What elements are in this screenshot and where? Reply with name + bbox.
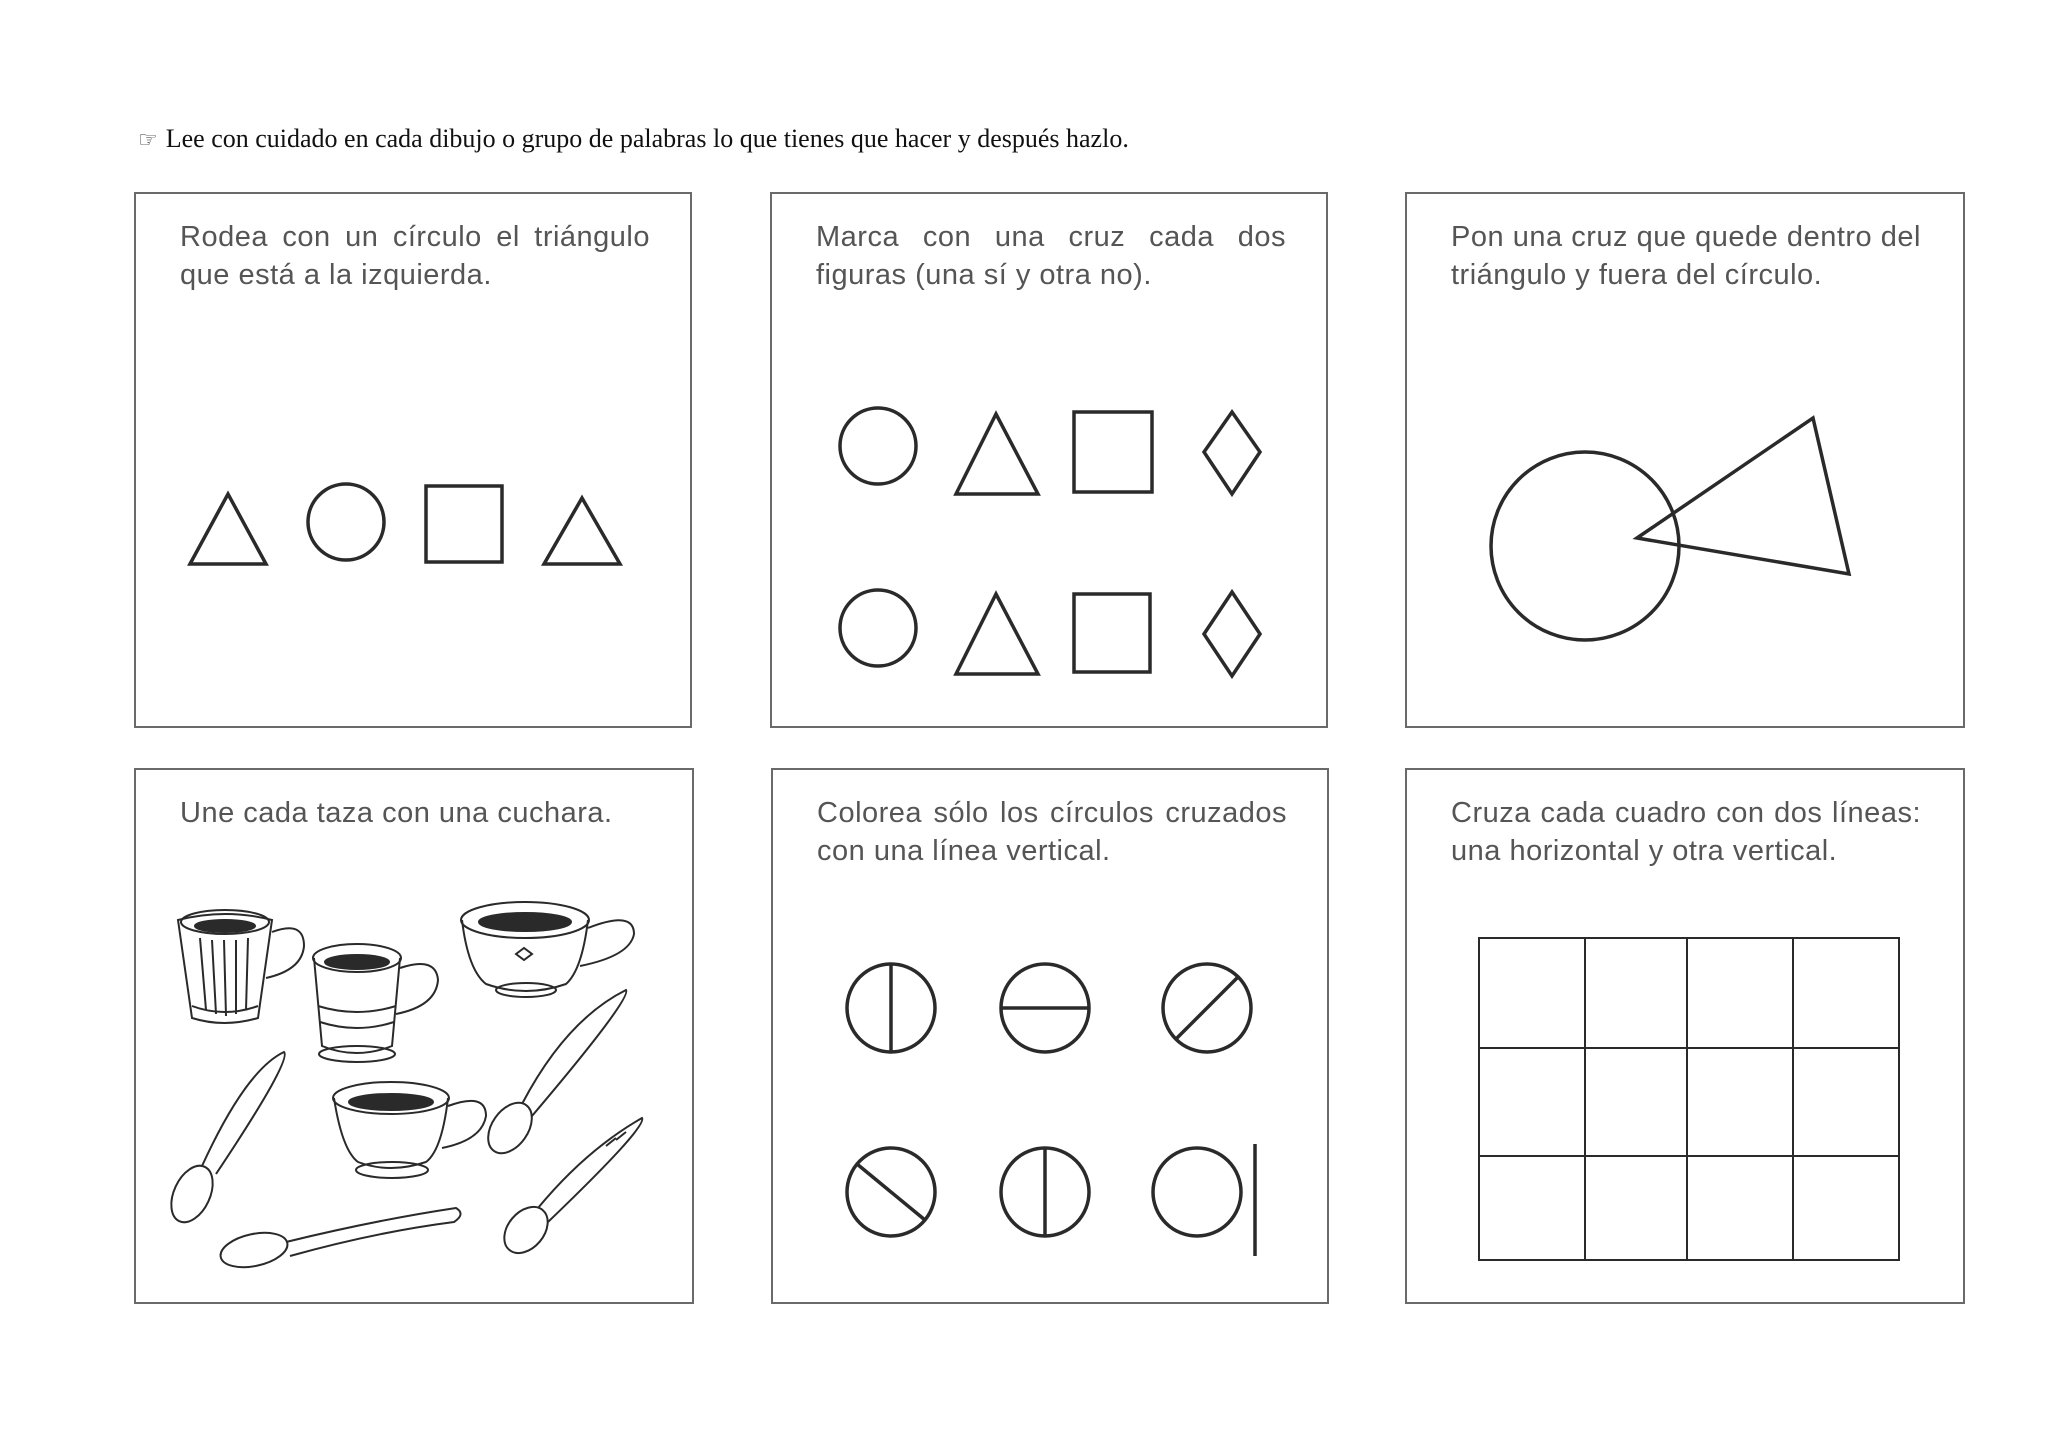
pointing-hand-icon: ☞ [138,128,158,153]
figures-row-top [840,408,1260,494]
figures-row-bottom [840,590,1260,676]
cup-1 [178,910,304,1023]
circle-vertical-2 [1001,1148,1089,1236]
square-bottom [1074,594,1150,672]
exercise-2-text: Marca con una cruz cada dos figuras (una sí y otra no). [816,221,1286,291]
circle-vertical-1 [847,964,935,1052]
circle-bottom [840,590,916,666]
exercise-panel-3 [1405,192,1965,728]
exercise-3-text: Pon una cruz que quede dentro del triángulo y fuera del círculo. [1451,221,1921,291]
circle-tangent [1153,1144,1255,1256]
circle-top [840,408,916,484]
exercise-5-text: Colorea sólo los círculos cruzados con una línea vertical. [817,797,1287,867]
instruction-text: Lee con cuidado en cada dibujo o grupo de palabras lo que tienes que hacer y después hazlo. [165,124,1129,153]
diamond-bottom [1204,592,1260,676]
cups-and-spoons [136,770,696,1306]
spoon-2 [217,1208,460,1273]
exercise-panel-2 [770,192,1328,728]
instruction-line [138,124,1938,154]
cup-4 [333,1082,486,1178]
shapes-row [136,194,694,730]
square-shape [426,486,502,562]
circle-triangle-figure [1407,194,1967,730]
triangle-bottom [956,594,1038,674]
exercise-panel-1 [134,192,692,728]
circle-horizontal [1001,964,1089,1052]
grid-figure [1407,770,1967,1306]
exercise-panel-4 [134,768,694,1304]
spoon-4 [495,1118,642,1261]
overlap-triangle [1637,418,1849,574]
big-circle [1491,452,1679,640]
grid-outline [1479,938,1899,1260]
triangle-right [544,498,620,564]
exercise-1-text: Rodea con un círculo el triángulo que está a la izquierda. [180,221,650,291]
cup-2 [313,944,438,1062]
exercise-4-text: Une cada taza con una cuchara. [180,797,613,829]
crossed-circles [773,770,1331,1306]
circle-diagonal-right [1163,964,1251,1052]
square-top [1074,412,1152,492]
figures-grid [772,194,1330,730]
circle-shape [308,484,384,560]
spoon-3 [479,990,626,1161]
diamond-top [1204,412,1260,494]
exercise-panel-6 [1405,768,1965,1304]
triangle-left [190,494,266,564]
exercise-panel-5 [771,768,1329,1304]
circle-diagonal-left [847,1148,935,1236]
spoon-1 [163,1052,285,1229]
cup-3 [461,902,634,997]
exercise-6-text: Cruza cada cuadro con dos líneas: una horizontal y otra vertical. [1451,797,1921,867]
triangle-top [956,414,1038,494]
